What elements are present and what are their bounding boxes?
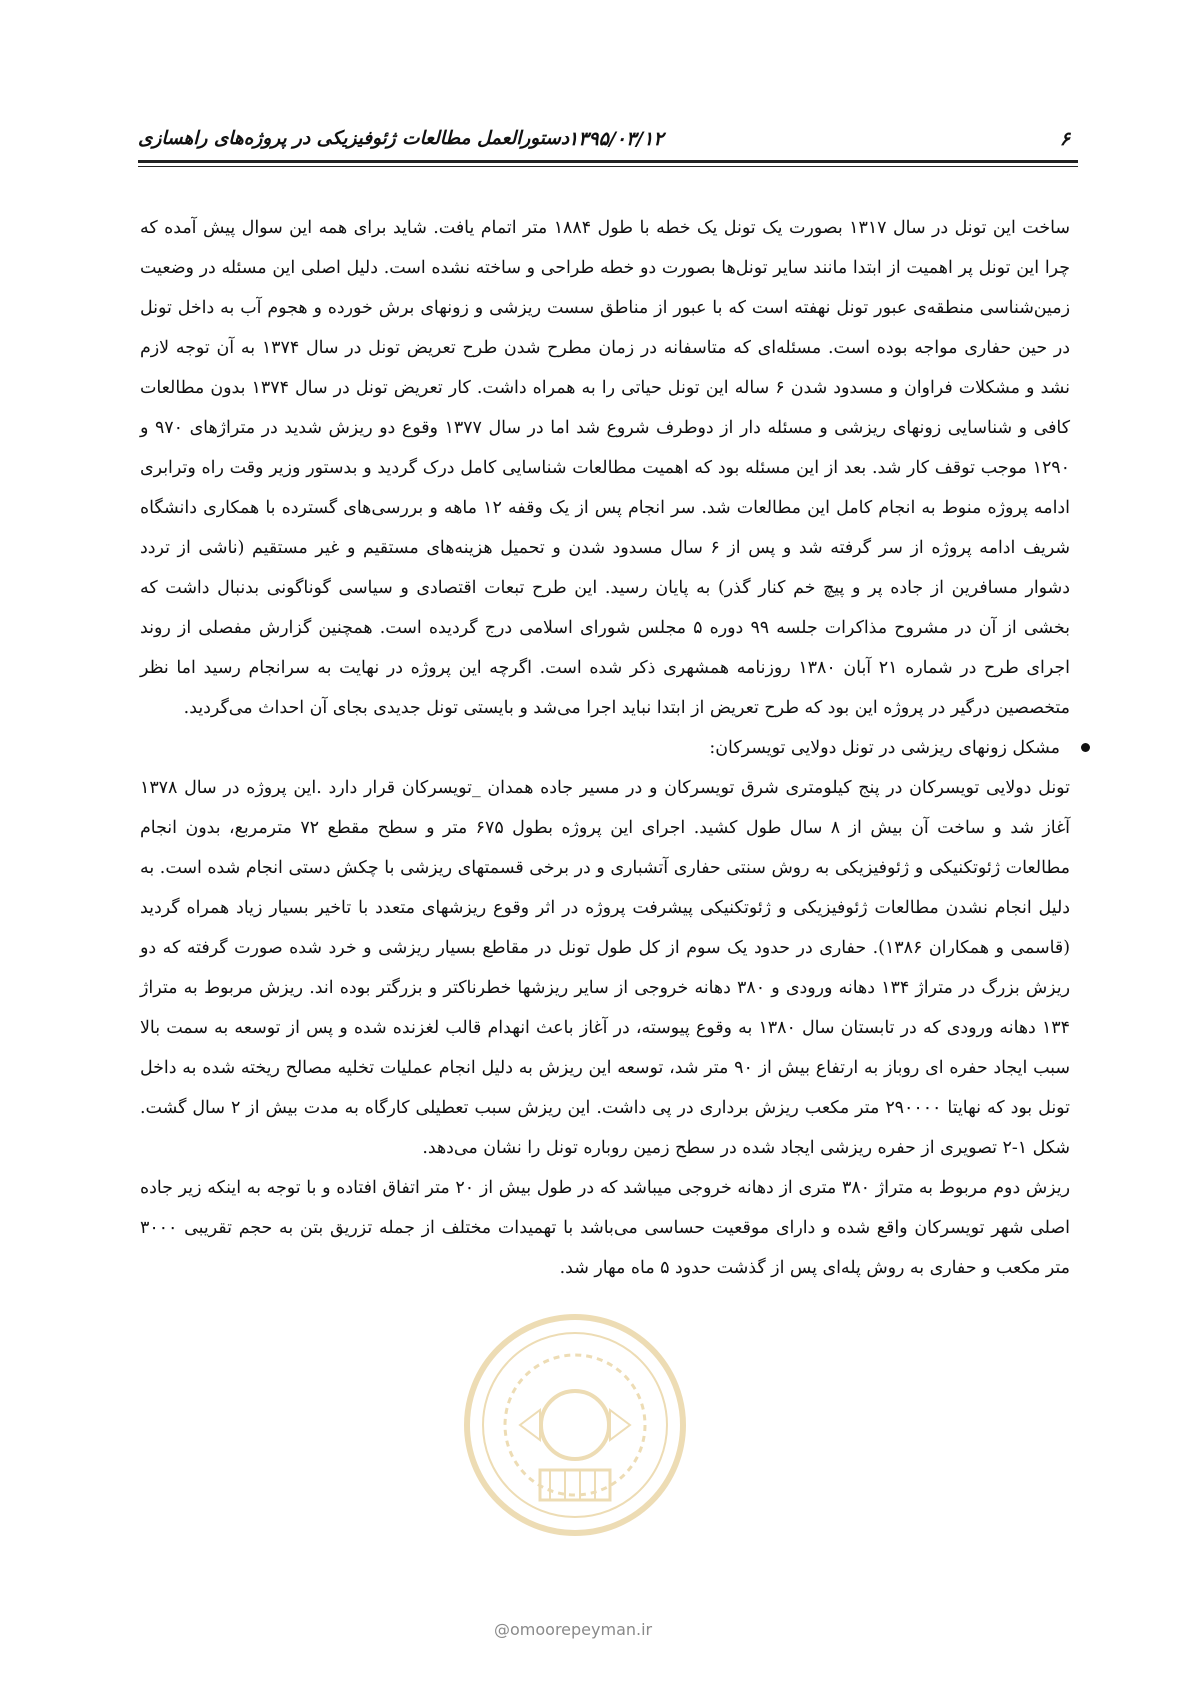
page-number: ۶: [1059, 128, 1070, 150]
body-text: [140, 208, 1070, 1288]
running-title: دستورالعمل مطالعات ژئوفیزیکی در پروژه‌های راهسازی: [138, 128, 570, 149]
page-header: [138, 128, 1078, 160]
bullet-item: [140, 728, 1070, 768]
bullet-heading: مشکل زونهای ریزشی در تونل دولایی تویسرکان:: [709, 738, 1060, 758]
paragraph: ریزش دوم مربوط به متراژ ۳۸۰ متری از دهانه خروجی میباشد که در طول بیش از ۲۰ متر اتفاق افتاده و با توجه به اینکه زیر جاده اصلی شهر تویسرکان واقع شده و دارای موقعیت حساسی می‌باشد با تهمیدات مختلف از جمله تزریق بتن به حجم تقریبی ۳۰۰۰ متر مکعب و حفاری به روش پله‌ای پس از گذشت حدود ۵ ماه مهار شد.: [140, 1178, 1070, 1278]
document-date: ۱۳۹۵/۰۳/۱۲: [568, 128, 664, 150]
paragraph: ساخت این تونل در سال ۱۳۱۷ بصورت یک تونل یک خطه با طول ۱۸۸۴ متر اتمام یافت. شاید برای همه این سوال پیش آمده که چرا این تونل پر اهمیت از ابتدا مانند سایر تونل‌ها بصورت دو خطه طراحی و ساخته نشده است. دلیل اصلی این مسئله در وضعیت زمین‌شناسی منطقه‌ی عبور تونل نهفته است که با عبور از مناطق سست ریزشی و زونهای برش خورده و هجوم آب به داخل تونل در حین حفاری مواجه بوده است. مسئله‌ای که متاسفانه در زمان مطرح شدن طرح تعریض تونل در سال ۱۳۷۴ به آن توجه لازم نشد و مشکلات فراوان و مسدود شدن ۶ ساله این تونل حیاتی را به همراه داشت. کار تعریض تونل در سال ۱۳۷۴ بدون مطالعات کافی و شناسایی زونهای ریزشی و مسئله دار از دوطرف شروع شد اما در سال ۱۳۷۷ وقوع دو ریزش شدید در متراژهای ۹۷۰ و ۱۲۹۰ موجب توقف کار شد. بعد از این مسئله بود که اهمیت مطالعات شناسایی کامل درک گردید و بدستور وزیر وقت راه وترابری ادامه پروژه منوط به انجام کامل این مطالعات شد. سر انجام پس از یک وقفه ۱۲ ماهه و بررسی‌های گسترده با همکاری دانشگاه شریف ادامه پروژه از سر گرفته شد و پس از ۶ سال مسدود شدن و تحمیل هزینه‌های مستقیم و غیر مستقیم (ناشی از تردد دشوار مسافرین از جاده پر و پیچ خم کنار گذر) به پایان رسید. این طرح تبعات اقتصادی و سیاسی گوناگونی بدنبال داشت که بخشی از آن در مشروح مذاکرات جلسه ۹۹ دوره ۵ مجلس شورای اسلامی درج گردیده است. همچنین گزارش مفصلی از روند اجرای طرح در شماره ۲۱ آبان ۱۳۸۰ روزنامه همشهری ذکر شده است. اگرچه این پروژه در نهایت به سرانجام رسید اما نظر متخصصین درگیر در پروژه این بود که طرح تعریض از ابتدا نباید اجرا می‌شد و بایستی تونل جدیدی بجای آن احداث می‌گردید.: [140, 218, 1071, 718]
seal-watermark-icon: [460, 1310, 690, 1540]
bullet-icon: [1081, 743, 1090, 752]
header-rule-thick: [138, 160, 1078, 163]
header-rule-thin: [138, 166, 1078, 167]
paragraph: تونل دولایی تویسرکان در پنج کیلومتری شرق تویسرکان و در مسیر جاده همدان _تویسرکان قرار دارد .این پروژه در سال ۱۳۷۸ آغاز شد و ساخت آن بیش از ۸ سال طول کشید. اجرای این پروژه بطول ۶۷۵ متر و سطح مقطع ۷۲ مترمربع، بدون انجام مطالعات ژئوتکنیکی و ژئوفیزیکی به روش سنتی حفاری آتشباری و در برخی قسمتهای ریزشی با چکش دستی انجام شده است. به دلیل انجام نشدن مطالعات ژئوفیزیکی و ژئوتکنیکی پیشرفت پروژه در اثر وقوع ریزشهای متعدد با تاخیر بسیار زیاد همراه گردید (قاسمی و همکاران ۱۳۸۶). حفاری در حدود یک سوم از کل طول تونل در مقاطع بسیار ریزشی و خرد شده صورت گرفته که دو ریزش بزرگ در متراژ ۱۳۴ دهانه ورودی و ۳۸۰ دهانه خروجی از سایر ریزشها خطرناکتر و بزرگتر بوده اند. ریزش مربوط به متراژ ۱۳۴ دهانه ورودی که در تابستان سال ۱۳۸۰ به وقوع پیوسته، در آغاز باعث انهدام قالب لغزنده شده و پس از توسعه به سمت بالا سبب ایجاد حفره ای روباز به ارتفاع بیش از ۹۰ متر شد، توسعه این ریزش به دلیل انجام عملیات تخلیه مصالح ریخته شده به داخل تونل بود که نهایتا ۲۹۰۰۰۰ متر مکعب ریزش برداری در پی داشت. این ریزش سبب تعطیلی کارگاه به مدت بیش از ۲ سال گشت. شکل ۱-۲ تصویری از حفره ریزشی ایجاد شده در سطح زمین روباره تونل را نشان می‌دهد.: [140, 778, 1070, 1158]
watermark-text: @omoorepeyman.ir: [494, 1620, 653, 1639]
